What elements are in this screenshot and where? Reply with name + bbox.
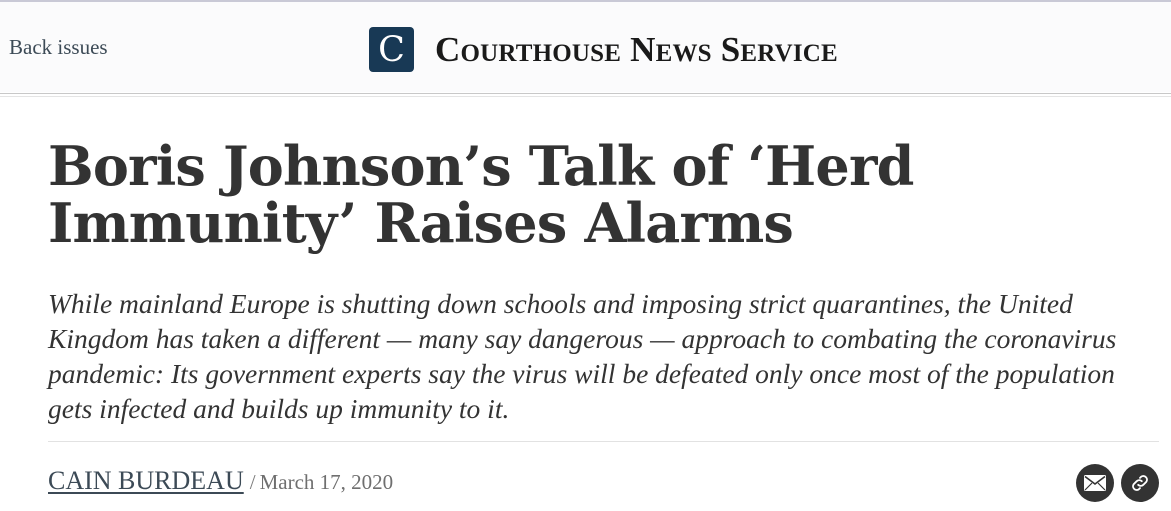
article-headline: Boris Johnson’s Talk of ‘Herd Immunity’ Raises Alarms [48,134,914,255]
article-summary: While mainland Europe is shutting down schools and imposing strict quarantines, the United Kingdom has taken a different — many say dangerous — approach to combating the coronavirus pandemic: Its government experts say the virus will be defeated only once most of the population gets infected and builds up immunity to it. [48,288,1117,424]
site-header [0,2,1171,92]
byline [48,466,393,496]
byline-divider [48,441,1159,442]
site-logo[interactable] [369,27,838,72]
header-divider [0,93,1171,94]
envelope-icon [1084,475,1106,491]
brand-name: Courthouse News Service [435,30,838,69]
byline-separator: / [249,470,256,494]
publish-date: March 17, 2020 [259,470,394,494]
email-share-button[interactable] [1076,464,1114,502]
header-divider-secondary [0,96,1171,97]
logo-mark-icon [369,27,414,72]
back-issues-link[interactable]: Back issues [9,35,108,59]
author-link[interactable]: CAIN BURDEAU [48,466,244,495]
link-icon [1129,472,1151,494]
logo-letter: C [378,30,405,70]
copy-link-button[interactable] [1121,464,1159,502]
